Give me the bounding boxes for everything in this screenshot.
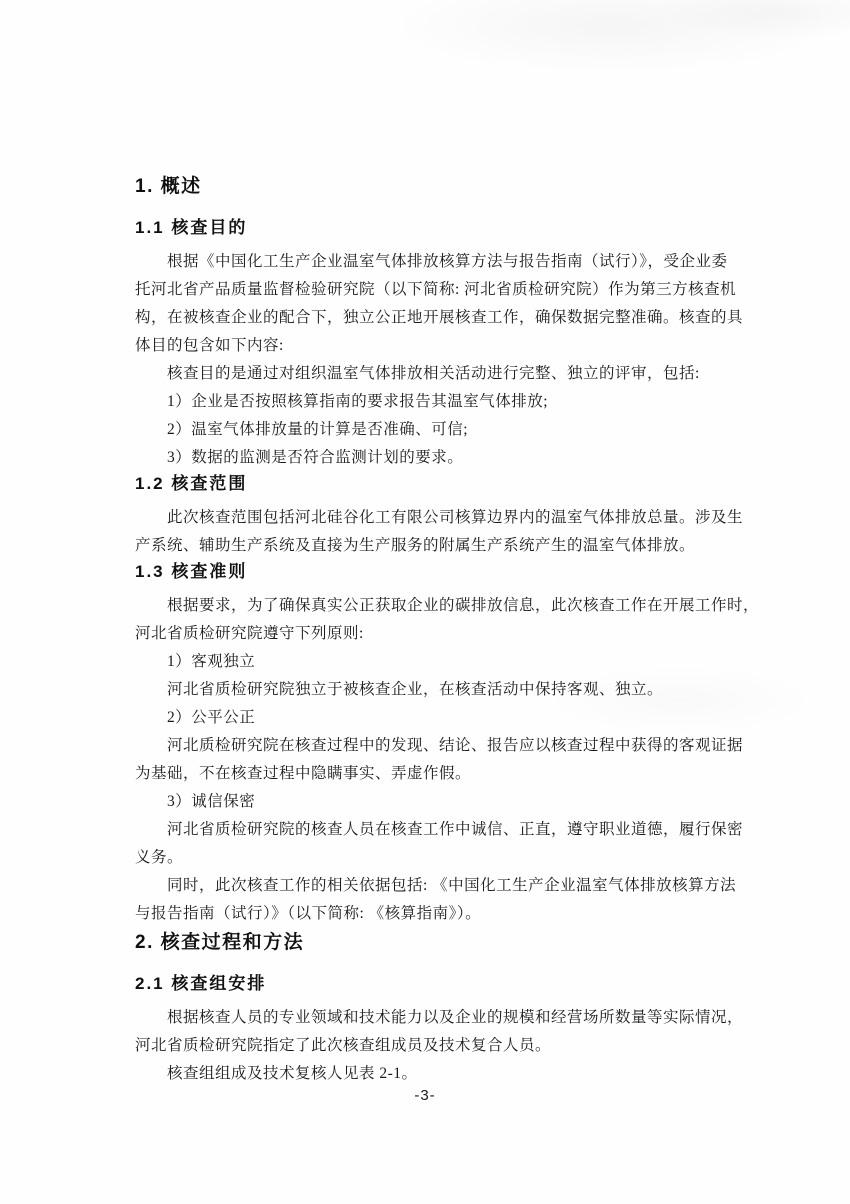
body-text-line: 1）企业是否按照核算指南的要求报告其温室气体排放;	[167, 393, 549, 410]
body-text-line: 1）客观独立	[167, 653, 256, 670]
body-text-line: 为基础，不在核查过程中隐瞒事实、弄虚作假。	[135, 765, 472, 782]
section-heading: 2. 核查过程和方法	[135, 932, 305, 953]
page-number: -3-	[414, 1087, 436, 1104]
body-text-line: 3）数据的监测是否符合监测计划的要求。	[167, 449, 464, 466]
document-body	[135, 172, 760, 1088]
body-text-line: 义务。	[135, 849, 184, 866]
subsection-heading: 1.2 核查范围	[135, 474, 248, 493]
body-text-line: 产系统、辅助生产系统及直接为生产服务的附属生产系统产生的温室气体排放。	[135, 537, 696, 554]
body-text-line: 构，在被核查企业的配合下，独立公正地开展核查工作，确保数据完整准确。核查的具	[135, 309, 744, 326]
body-text-line: 根据核查人员的专业领域和技术能力以及企业的规模和经营场所数量等实际情况，	[167, 1009, 744, 1026]
body-text-line: 2）温室气体排放量的计算是否准确、可信;	[167, 421, 469, 438]
body-text-line: 河北省质检研究院遵守下列原则:	[135, 625, 364, 642]
body-text-line: 3）诚信保密	[167, 793, 256, 810]
body-text-line: 河北省质检研究院独立于被核查企业，在核查活动中保持客观、独立。	[167, 681, 664, 698]
subsection-heading: 1.3 核查准则	[135, 562, 248, 581]
body-text-line: 河北省质检研究院的核查人员在核查工作中诚信、正直，遵守职业道德，履行保密	[167, 821, 744, 838]
subsection-heading: 2.1 核查组安排	[135, 974, 267, 993]
body-text-line: 同时，此次核查工作的相关依据包括: 《中国化工生产企业温室气体排放核算方法	[167, 877, 737, 894]
subsection-heading: 1.1 核查目的	[135, 218, 248, 237]
body-text-line: 核查组组成及技术复核人见表 2-1。	[167, 1065, 418, 1082]
body-text-line: 与报告指南（试行）》（以下简称: 《核算指南》）。	[135, 905, 482, 922]
body-text-line: 根据要求，为了确保真实公正获取企业的碳排放信息，此次核查工作在开展工作时，	[167, 597, 760, 614]
body-text-line: 河北质检研究院在核查过程中的发现、结论、报告应以核查过程中获得的客观证据	[167, 737, 744, 754]
body-text-line: 托河北省产品质量监督检验研究院（以下简称: 河北省质检研究院）作为第三方核查机	[135, 281, 737, 298]
body-text-line: 核查目的是通过对组织温室气体排放相关活动进行完整、独立的评审，包括:	[167, 365, 700, 382]
body-text-line: 河北省质检研究院指定了此次核查组成员及技术复合人员。	[135, 1037, 552, 1054]
body-text-line: 2）公平公正	[167, 709, 256, 726]
body-text-line: 体目的包含如下内容:	[135, 337, 284, 354]
body-text-line: 此次核查范围包括河北硅谷化工有限公司核算边界内的温室气体排放总量。涉及生	[167, 509, 744, 526]
section-heading: 1. 概述	[135, 176, 202, 197]
body-text-line: 根据《中国化工生产企业温室气体排放核算方法与报告指南（试行）》，受企业委	[167, 253, 728, 270]
